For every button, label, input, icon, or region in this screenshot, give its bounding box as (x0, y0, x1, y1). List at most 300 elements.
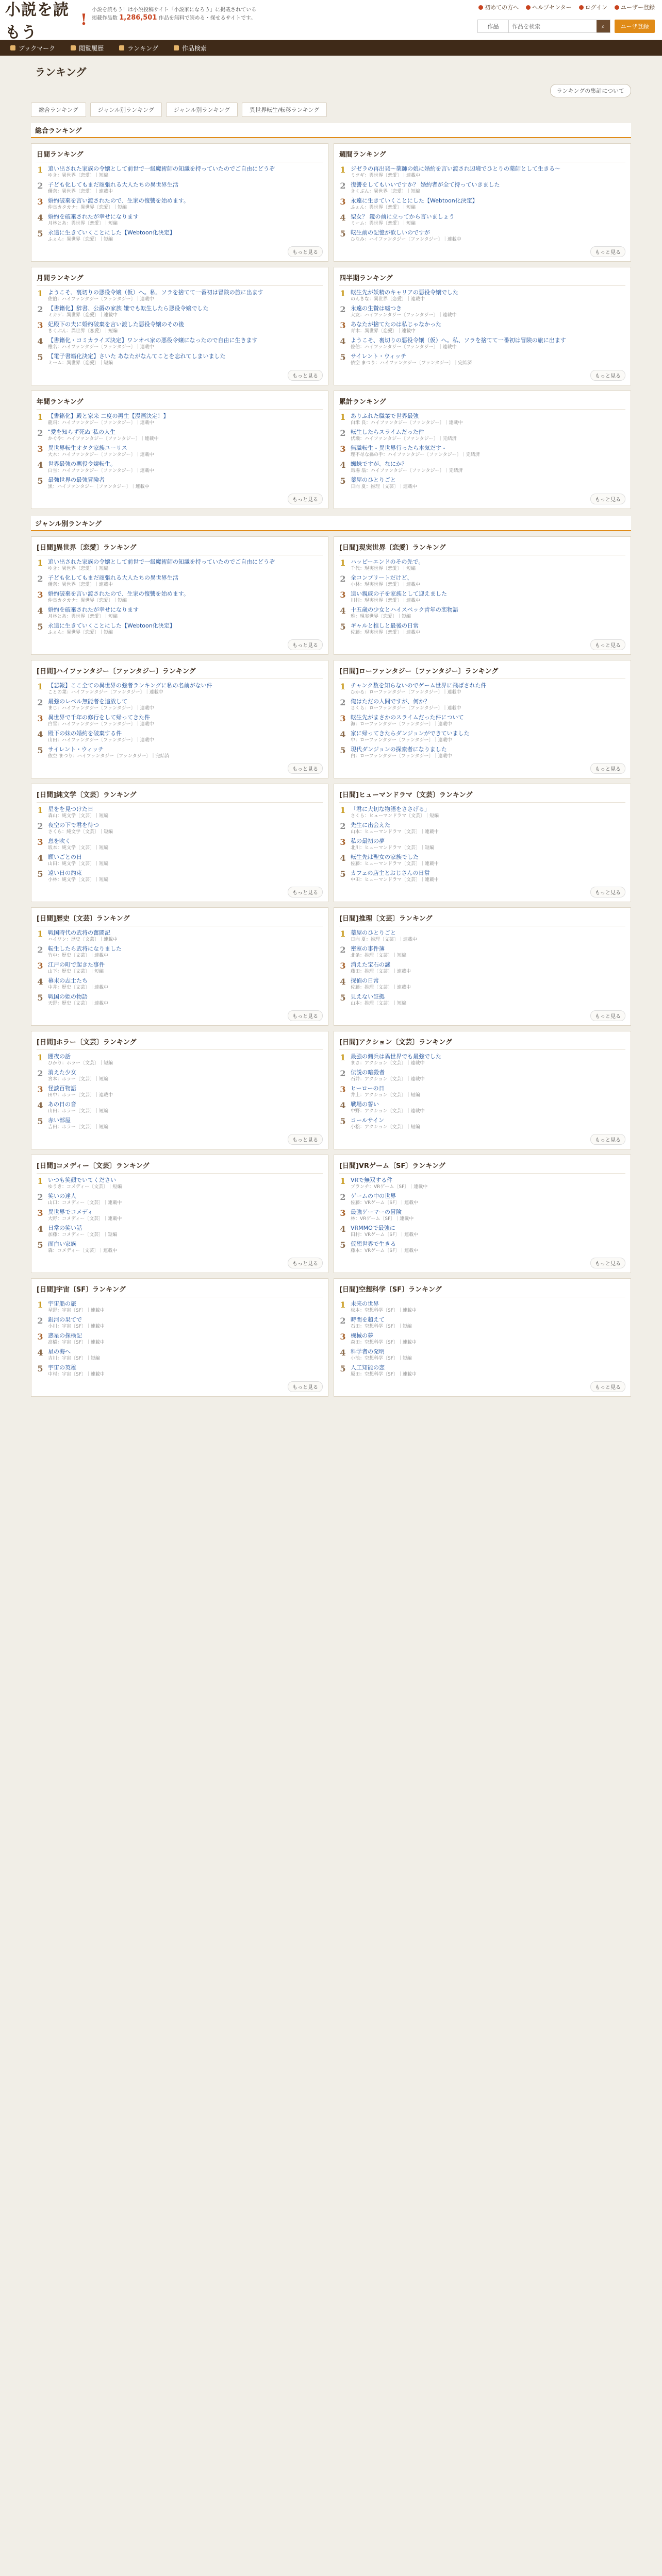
ranking-card (334, 267, 631, 385)
ranking-item (37, 461, 323, 474)
rank-number: 2 (37, 945, 43, 955)
rank-number: 5 (340, 1240, 346, 1250)
work-title-link[interactable]: あの日の音 (48, 1101, 76, 1108)
card-title[interactable]: [日間]空想科学〔SF〕ランキング (339, 1284, 625, 1297)
work-title-link[interactable]: "愛を知らず死ぬ"私の人生 (48, 429, 116, 435)
ranking-item (37, 213, 323, 227)
more-button[interactable]: もっと見る (288, 246, 323, 257)
more-button[interactable]: もっと見る (288, 763, 323, 774)
card-title[interactable]: [日間]現実世界〔恋愛〕ランキング (339, 542, 625, 555)
ranking-item (37, 1069, 323, 1082)
work-title-link[interactable]: ヒーローの日 (351, 1085, 385, 1092)
work-title-link[interactable]: 最強の傭兵は異世界でも最強でした (351, 1053, 441, 1060)
ranking-card (31, 660, 328, 778)
work-meta: さくら：純文学〔文芸〕｜短編 (48, 829, 113, 835)
work-title-link[interactable]: 宇宙の英雄 (48, 1364, 76, 1371)
card-title[interactable]: [日間]宇宙〔SF〕ランキング (37, 1284, 323, 1297)
more-button[interactable]: もっと見る (590, 1010, 625, 1021)
work-title-link[interactable]: 面白い家族 (48, 1241, 76, 1247)
work-meta: 石田：空想科学〔SF〕｜短編 (351, 1324, 412, 1329)
ranking-item (37, 1225, 323, 1238)
card-title[interactable]: [日間]異世界〔恋愛〕ランキング (37, 542, 323, 555)
ranking-card (31, 391, 328, 509)
more-button[interactable]: もっと見る (590, 639, 625, 650)
work-title-link[interactable]: 薬屋のひとりごと (351, 929, 396, 936)
work-title-link[interactable]: 息を吹く (48, 838, 71, 844)
ranking-item (37, 445, 323, 458)
more-button[interactable]: もっと見る (590, 494, 625, 504)
work-meta: 大野：コメディー〔文芸〕｜連載中 (48, 1216, 122, 1222)
work-title-link[interactable]: 江戸の町で起きた事件 (48, 961, 105, 968)
work-title-link[interactable]: 人工知能の恋 (351, 1364, 385, 1371)
ranking-item (339, 1193, 625, 1206)
site-header (0, 0, 662, 40)
ranking-item (339, 682, 625, 696)
ranking-card (334, 1155, 631, 1273)
ranking-item (37, 477, 323, 490)
work-title-link[interactable]: 【電子書籍化決定】さいた あなたがなんてことを忘れてしまいました (48, 353, 226, 360)
more-button[interactable]: もっと見る (590, 1134, 625, 1145)
search-button[interactable] (597, 20, 610, 32)
work-title-link[interactable]: 異世界でコメディ (48, 1209, 93, 1215)
rank-number: 5 (340, 622, 346, 632)
more-button[interactable]: もっと見る (590, 1258, 625, 1268)
work-meta: 優奈：異世界〔恋愛〕｜連載中 (48, 189, 113, 194)
work-title-link[interactable]: 転生したら武将になりました (48, 945, 122, 952)
nav-search[interactable]: 作品検索 (174, 44, 207, 53)
ranking-item (37, 730, 323, 743)
card-title[interactable]: [日間]ハイファンタジー〔ファンタジー〕ランキング (37, 666, 323, 679)
card-title[interactable]: [日間]コメディー〔文芸〕ランキング (37, 1160, 323, 1174)
work-title-link[interactable]: 時間を超えて (351, 1316, 385, 1323)
rank-number: 3 (340, 1084, 346, 1094)
work-meta: 森：コメディー〔文芸〕｜連載中 (48, 1248, 118, 1253)
work-title-link[interactable]: 追い出された家族の令嬢として前世で一級魔術師の知識を持っていたのでご自由にどうぞ (48, 558, 275, 565)
work-title-link[interactable]: 星をを見つけた日 (48, 806, 93, 812)
work-title-link[interactable]: 復讐をしてもいいですか？ 婚約者が全て持っていきました (351, 181, 500, 188)
rank-number: 3 (340, 444, 346, 454)
work-meta: 加藤：コメディー〔文芸〕｜短編 (48, 1232, 118, 1238)
work-title-link[interactable]: 転生前の記憶が欲しいのですが (351, 229, 430, 236)
work-title-link[interactable]: カフェの店主とおじさんの日常 (351, 870, 430, 876)
ranking-item (339, 321, 625, 334)
ranking-item (339, 714, 625, 727)
overall-grid (31, 143, 631, 509)
work-meta: 石井：アクション〔文芸〕｜連載中 (351, 1077, 425, 1082)
work-meta: 山本：ヒューマンドラマ〔文芸〕｜連載中 (351, 829, 439, 835)
tab-isekai[interactable]: 異世界転生/転移ランキング (242, 103, 327, 117)
card-title[interactable]: 日間ランキング (37, 149, 323, 162)
work-title-link[interactable]: 消えた宝石の謎 (351, 961, 390, 968)
ranking-card (334, 391, 631, 509)
work-meta: かぐや：ハイファンタジー〔ファンタジー〕｜連載中 (48, 436, 159, 442)
main-nav (0, 40, 662, 56)
ranking-card (31, 1031, 328, 1149)
work-title-link[interactable]: 未来の世界 (351, 1300, 379, 1307)
more-button[interactable]: もっと見る (288, 1134, 323, 1145)
work-title-link[interactable]: 仮想世界で生きる (351, 1241, 396, 1247)
work-title-link[interactable]: 怪談百物語 (48, 1085, 76, 1092)
ranking-item (37, 181, 323, 195)
work-meta: さくら：ローファンタジー〔ファンタジー〕｜連載中 (351, 706, 461, 711)
rank-number: 3 (340, 837, 346, 847)
bookmark-icon (10, 45, 15, 50)
rank-number: 3 (37, 320, 43, 330)
work-title-link[interactable]: 転生先が妖精のキャリアの悪役令嬢でした (351, 289, 458, 296)
card-title[interactable]: 月間ランキング (37, 273, 323, 286)
work-title-link[interactable]: 現代ダンジョンの探索者になりました (351, 746, 447, 753)
ranking-item (339, 746, 625, 759)
work-title-link[interactable]: 戦国の姫の物語 (48, 993, 88, 1000)
work-title-link[interactable]: 聖女？ 鏡の前に立ってから言いましょう (351, 213, 455, 220)
work-title-link[interactable]: 全コンプリートだけど、 (351, 574, 413, 581)
work-title-link[interactable]: 蜘蛛ですが、なにか？ (351, 461, 407, 467)
work-title-link[interactable]: ゲームの中の世界 (351, 1193, 396, 1199)
ranking-item (339, 197, 625, 211)
work-title-link[interactable]: 家に帰ってきたらダンジョンができていました (351, 730, 470, 737)
ranking-icon (119, 45, 124, 50)
work-title-link[interactable]: 殿下の妹の婚約を破棄する件 (48, 730, 122, 737)
work-meta: 山田：ハイファンタジー〔ファンタジー〕｜連載中 (48, 738, 154, 743)
work-title-link[interactable]: 機械の夢 (351, 1332, 373, 1339)
ranking-item (339, 854, 625, 867)
info-icon (478, 5, 483, 10)
work-title-link[interactable]: 婚約を破棄されたが幸せになります (48, 606, 139, 613)
site-logo[interactable]: 小説を読もう ! (5, 1, 88, 42)
work-title-link[interactable]: チャンク数を知らないのでゲーム世界に飛ばされた件 (351, 682, 487, 689)
work-meta: 吉川：宇宙〔SF〕｜短編 (48, 1356, 100, 1361)
more-button[interactable]: もっと見る (288, 1381, 323, 1392)
ranking-item (37, 945, 323, 959)
card-title[interactable]: [日間]歴史〔文芸〕ランキング (37, 913, 323, 926)
card-title[interactable]: [日間]VRゲーム〔SF〕ランキング (339, 1160, 625, 1174)
work-title-link[interactable]: コールサイン (351, 1117, 385, 1124)
work-title-link[interactable]: 私の最初の夢 (351, 838, 385, 844)
work-meta: 中：ローファンタジー〔ファンタジー〕｜連載中 (351, 738, 452, 743)
more-button[interactable]: もっと見る (288, 370, 323, 381)
work-title-link[interactable]: 世界最強の悪役令嬢転生。 (48, 461, 116, 467)
rank-number: 4 (37, 460, 43, 470)
work-title-link[interactable]: 見えない証拠 (351, 993, 385, 1000)
work-meta: 大友：ハイファンタジー〔ファンタジー〕｜連載中 (351, 313, 457, 318)
search-input[interactable] (509, 20, 597, 32)
rank-number: 5 (340, 476, 346, 486)
rank-number: 2 (340, 821, 346, 831)
work-title-link[interactable]: 戦場の誓い (351, 1101, 379, 1108)
work-meta: 山下：歴史〔文芸〕｜短編 (48, 969, 104, 974)
rank-number: 4 (37, 853, 43, 863)
work-title-link[interactable]: 伝説の暗殺者 (351, 1069, 385, 1076)
more-button[interactable]: もっと見る (590, 246, 625, 257)
work-meta: 宮本：ホラー〔文芸〕｜短編 (48, 1077, 109, 1082)
card-title[interactable]: 累計ランキング (339, 396, 625, 410)
ranking-card (31, 907, 328, 1026)
ranking-card (334, 660, 631, 778)
work-title-link[interactable]: 俺はただの人間ですが、何か？ (351, 698, 430, 705)
card-title[interactable]: 年間ランキング (37, 396, 323, 410)
work-title-link[interactable]: 【書籍化】辞書、公爵の家族 嫌でも転生したら悪役令嬢でした (48, 305, 209, 312)
ranking-item (37, 698, 323, 711)
rank-number: 1 (37, 682, 43, 691)
card-title[interactable]: [日間]ホラー〔文芸〕ランキング (37, 1037, 323, 1050)
work-title-link[interactable]: 最強のレベル無能者を追放して (48, 698, 127, 705)
ranking-card (31, 1155, 328, 1273)
ranking-card (31, 784, 328, 902)
card-title[interactable]: [日間]ローファンタジー〔ファンタジー〕ランキング (339, 666, 625, 679)
work-meta: ミツギ：異世界〔恋愛〕｜連載中 (351, 173, 421, 178)
work-title-link[interactable]: 婚約を破棄されたが幸せになります (48, 213, 139, 220)
work-meta: 伏瀬：ハイファンタジー〔ファンタジー〕｜完結済 (351, 436, 457, 442)
work-title-link[interactable]: 無職転生 - 異世界行ったら本気だす - (351, 445, 445, 451)
ranking-item (37, 622, 323, 636)
work-meta: 龍飛：ハイファンタジー〔ファンタジー〕｜連載中 (48, 420, 154, 426)
more-button[interactable]: もっと見る (288, 639, 323, 650)
ranking-item (339, 1300, 625, 1314)
link-help[interactable]: ヘルプセンター (526, 3, 571, 11)
rank-number: 1 (340, 289, 346, 298)
work-title-link[interactable]: 宇宙船の旅 (48, 1300, 76, 1307)
work-title-link[interactable]: 星の海へ (48, 1348, 71, 1355)
nav-bookmark[interactable]: ブックマーク (10, 44, 55, 53)
ranking-tabs (31, 103, 631, 117)
work-meta: 小松：アクション〔文芸〕｜短編 (351, 1125, 420, 1130)
tab-overall[interactable]: 総合ランキング (31, 103, 86, 117)
link-login[interactable]: ログイン (579, 3, 607, 11)
work-title-link[interactable]: 幕末の志士たち (48, 977, 88, 984)
work-title-link[interactable]: VRで無双する件 (351, 1177, 393, 1183)
ranking-item (339, 289, 625, 302)
work-title-link[interactable]: ハッピーエンドのその先で。 (351, 558, 424, 565)
work-title-link[interactable]: 銀河の果てで (48, 1316, 82, 1323)
work-title-link[interactable]: 婚約破棄を言い渡されたので、生家の復讐を始めます。 (48, 197, 189, 204)
work-title-link[interactable]: 婚約破棄を言い渡されたので、生家の復讐を始めます。 (48, 590, 189, 597)
ranking-card (334, 1031, 631, 1149)
work-title-link[interactable]: サイレント・ウィッチ (351, 353, 407, 360)
rank-number: 4 (340, 1348, 346, 1358)
rank-number: 5 (37, 352, 43, 362)
rank-number: 2 (340, 1192, 346, 1202)
card-title[interactable]: 週間ランキング (339, 149, 625, 162)
work-title-link[interactable]: 永遠の生贄は嘘つき (351, 305, 402, 312)
work-title-link[interactable]: 追い出された家族の令嬢として前世で一級魔術師の知識を持っていたのでご自由にどうぞ (48, 165, 275, 172)
work-title-link[interactable]: ようこそ、裏切りの悪役令嬢（仮）へ。私、ソラを捨てて一番初は冒険の旅に出ます (351, 337, 566, 344)
rank-number: 4 (37, 730, 43, 739)
work-title-link[interactable]: 転生先がまさかのスライムだった件について (351, 714, 464, 721)
rank-number: 4 (340, 460, 346, 470)
genre-grid (31, 536, 631, 1397)
ranking-item (339, 961, 625, 975)
work-title-link[interactable]: 笑いの達人 (48, 1193, 76, 1199)
rank-number: 1 (37, 929, 43, 939)
work-meta: 竹中：歴史〔文芸〕｜連載中 (48, 953, 109, 958)
rank-number: 4 (340, 213, 346, 223)
ranking-item (339, 337, 625, 350)
link-first-visit[interactable]: 初めての方へ (478, 3, 519, 11)
work-title-link[interactable]: あなたが捨てたのは私じゃなかった (351, 321, 441, 328)
work-title-link[interactable]: 妃殿下の夫に婚約破棄を言い渡した悪役令嬢のその後 (48, 321, 184, 328)
card-title[interactable]: [日間]ヒューマンドラマ〔文芸〕ランキング (339, 789, 625, 803)
rank-number: 5 (37, 1364, 43, 1374)
ranking-item (37, 429, 323, 442)
work-title-link[interactable]: 「君に大切な物語をささげる」 (351, 806, 430, 812)
work-title-link[interactable]: 闇夜の話 (48, 1053, 71, 1060)
work-title-link[interactable]: 転生したらスライムだった件 (351, 429, 424, 435)
more-button[interactable]: もっと見る (590, 1381, 625, 1392)
more-button[interactable]: もっと見る (590, 370, 625, 381)
work-title-link[interactable]: 最強ゲーマーの冒険 (351, 1209, 402, 1215)
history-icon (71, 45, 76, 50)
work-meta: のんきな：異世界〔恋愛〕｜連載中 (351, 297, 425, 302)
work-meta: 仲良カタカナ：異世界〔恋愛〕｜短編 (48, 598, 127, 603)
nav-history[interactable]: 閲覧履歴 (71, 44, 104, 53)
more-button[interactable]: もっと見る (590, 887, 625, 897)
ranking-info-button[interactable]: ランキングの集計について (550, 84, 631, 97)
work-title-link[interactable]: 惑星の探検記 (48, 1332, 82, 1339)
rank-number: 1 (340, 1176, 346, 1186)
tab-genre[interactable]: ジャンル別ランキング (90, 103, 162, 117)
work-title-link[interactable]: 夜空の下で君を待つ (48, 822, 99, 828)
ranking-item (37, 574, 323, 588)
work-title-link[interactable]: 【書籍化】殿と家来 二度の再生【漫画決定！】 (48, 413, 169, 419)
work-title-link[interactable]: 異世界で千年の修行をして帰ってきた件 (48, 714, 150, 721)
user-register-button[interactable]: ユーザ登録 (615, 20, 655, 33)
ranking-card (31, 143, 328, 262)
ranking-item (339, 477, 625, 490)
rank-number: 3 (37, 714, 43, 723)
rank-number: 1 (37, 1300, 43, 1310)
rank-number: 4 (37, 1224, 43, 1234)
more-button[interactable]: もっと見る (288, 1258, 323, 1268)
work-title-link[interactable]: 赤い部屋 (48, 1117, 71, 1124)
card-title[interactable]: [日間]純文学〔文芸〕ランキング (37, 789, 323, 803)
ranking-item (37, 229, 323, 243)
work-meta: 椎名：ハイファンタジー〔ファンタジー〕｜連載中 (48, 345, 154, 350)
rank-number: 4 (37, 606, 43, 616)
card-title[interactable]: [日間]アクション〔文芸〕ランキング (339, 1037, 625, 1050)
more-button[interactable]: もっと見る (288, 494, 323, 504)
work-title-link[interactable]: 【悲報】ここ全ての異世界の強者ランキングに私の名前がない件 (48, 682, 212, 689)
ranking-item (37, 977, 323, 991)
work-title-link[interactable]: 願いごとの日 (48, 854, 82, 860)
work-meta: 天野：歴史〔文芸〕｜連載中 (48, 1001, 109, 1006)
search-type-select[interactable]: 作品 (478, 20, 509, 32)
work-title-link[interactable]: 探偵の日常 (351, 977, 379, 984)
rank-number: 4 (340, 606, 346, 616)
work-title-link[interactable]: ジゼラの再出発～薬師の娘に婚約を言い渡され辺境でひとりの薬師として生きる～ (351, 165, 560, 172)
card-title[interactable]: 四半期ランキング (339, 273, 625, 286)
ranking-item (37, 1209, 323, 1222)
ranking-item (339, 1085, 625, 1098)
work-title-link[interactable]: ありふれた職業で世界最強 (351, 413, 419, 419)
work-count: 1,286,501 (119, 14, 157, 22)
work-meta: まさ：アクション〔文芸〕｜連載中 (351, 1061, 425, 1066)
rank-number: 2 (340, 1069, 346, 1078)
work-title-link[interactable]: 先生に出会えた (351, 822, 390, 828)
work-title-link[interactable]: 永遠に生きていくことにした【Webtoon化決定】 (48, 622, 175, 629)
work-meta: ひかり：ホラー〔文芸〕｜短編 (48, 1061, 113, 1066)
ranking-item (339, 181, 625, 195)
ranking-item (339, 590, 625, 604)
work-meta: 月林とあ：異世界〔恋愛〕｜短編 (48, 614, 118, 619)
work-title-link[interactable]: 密室の事件簿 (351, 945, 385, 952)
more-button[interactable]: もっと見る (288, 1010, 323, 1021)
ranking-item (339, 977, 625, 991)
top-links (478, 3, 655, 11)
work-meta: 松本：空想科学〔SF〕｜連載中 (351, 1308, 417, 1313)
work-meta: 佐伯：ハイファンタジー〔ファンタジー〕｜連載中 (48, 297, 154, 302)
ranking-item (37, 929, 323, 943)
work-title-link[interactable]: 永遠に生きていくことにした【Webtoon化決定】 (48, 229, 175, 236)
work-meta: 吉田：ホラー〔文芸〕｜短編 (48, 1125, 109, 1130)
work-title-link[interactable]: 子ども化してもまだ頑張れる大人たちの異世界生活 (48, 181, 178, 188)
work-title-link[interactable]: ギャルと推しと最後の日常 (351, 622, 419, 629)
rank-number: 5 (340, 745, 346, 755)
work-title-link[interactable]: 十五歳の少女とハイスペック青年の恋物語 (351, 606, 458, 613)
ranking-item (339, 993, 625, 1007)
work-title-link[interactable]: ようこそ、裏切りの悪役令嬢（仮）へ。私、ソラを捨てて一番初は冒険の旅に出ます (48, 289, 263, 296)
work-title-link[interactable]: 戦国時代の武将の奮闘記 (48, 929, 110, 936)
work-title-link[interactable]: VRMMOで最強に (351, 1225, 395, 1231)
work-meta: ゆうき：コメディー〔文芸〕｜短編 (48, 1184, 122, 1190)
work-title-link[interactable]: サイレント・ウィッチ (48, 746, 104, 753)
work-title-link[interactable]: 日常の笑い話 (48, 1225, 82, 1231)
work-meta: 星野：宇宙〔SF〕｜連載中 (48, 1308, 105, 1313)
link-register[interactable]: ユーザー登録 (615, 3, 655, 11)
work-title-link[interactable]: 転生先は聖女の家族でした (351, 854, 419, 860)
more-button[interactable]: もっと見る (590, 763, 625, 774)
work-title-link[interactable]: いつも笑顔でいてください (48, 1177, 116, 1183)
ranking-item (339, 1225, 625, 1238)
work-meta: 日向 夏：推理〔文芸〕｜連載中 (351, 937, 417, 942)
more-button[interactable]: もっと見る (288, 887, 323, 897)
ranking-item (339, 229, 625, 243)
rank-number: 1 (37, 1053, 43, 1062)
card-title[interactable]: [日間]推理〔文芸〕ランキング (339, 913, 625, 926)
work-title-link[interactable]: 【書籍化・コミカライズ決定】ワンオペ家の悪役令嬢になったので自由に生きます (48, 337, 258, 344)
tab-genre-2[interactable]: ジャンル別ランキング (166, 103, 238, 117)
work-meta: ゆき：異世界〔恋愛〕｜短編 (48, 173, 109, 178)
rank-number: 1 (37, 1176, 43, 1186)
work-title-link[interactable]: 永遠に生きていくことにした【Webtoon化決定】 (351, 197, 478, 204)
work-title-link[interactable]: 遠い親戚の子を家族として迎えました (351, 590, 447, 597)
ranking-item (339, 1209, 625, 1222)
work-meta: 佐藤：ヒューマンドラマ〔文芸〕｜連載中 (351, 861, 439, 867)
rank-number: 3 (37, 837, 43, 847)
work-title-link[interactable]: 薬屋のひとりごと (351, 477, 396, 483)
work-meta: 小林：現実世界〔恋愛〕｜連載中 (351, 582, 421, 587)
work-title-link[interactable]: 消えた少女 (48, 1069, 76, 1076)
ranking-item (37, 1193, 323, 1206)
ranking-item (339, 622, 625, 636)
work-title-link[interactable]: 科学者の発明 (351, 1348, 385, 1355)
rank-number: 2 (37, 1192, 43, 1202)
rank-number: 2 (340, 698, 346, 707)
nav-ranking[interactable]: ランキング (119, 44, 158, 53)
ranking-item (37, 165, 323, 179)
work-title-link[interactable]: 子ども化してもまだ頑張れる大人たちの異世界生活 (48, 574, 178, 581)
rank-number: 4 (37, 336, 43, 346)
rank-number: 3 (37, 1208, 43, 1218)
work-meta: 仲良カタカナ：異世界〔恋愛〕｜短編 (48, 205, 127, 210)
ranking-item (339, 1364, 625, 1378)
work-title-link[interactable]: 最強世界の最強冒険者 (48, 477, 105, 483)
rank-number: 4 (340, 1224, 346, 1234)
work-title-link[interactable]: 異世界転生オタク家族ユーリス (48, 445, 127, 451)
ranking-item (37, 961, 323, 975)
work-title-link[interactable]: 遠い日の約束 (48, 870, 82, 876)
ranking-card (334, 536, 631, 655)
rank-number: 1 (37, 289, 43, 298)
